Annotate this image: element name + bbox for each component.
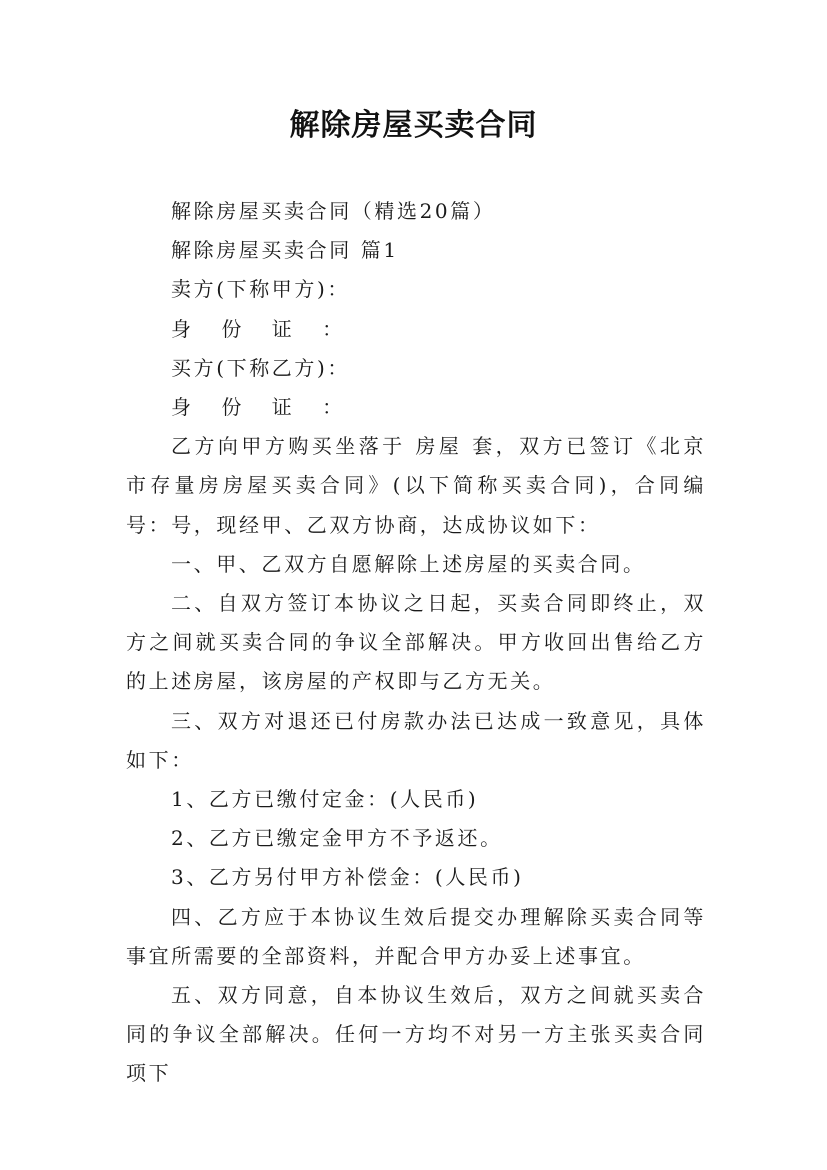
clause-3-item-3: 3、乙方另付甲方补偿金：(人民币) bbox=[171, 865, 524, 890]
clause-3-item-1: 1、乙方已缴付定金：(人民币) bbox=[171, 787, 479, 812]
buyer-id-label: 身 份 证 ： bbox=[171, 395, 355, 420]
document-body bbox=[126, 192, 706, 1094]
document-title: 解除房屋买卖合同 bbox=[289, 108, 538, 143]
clause-5: 五、双方同意，自本协议生效后，双方之间就买卖合同的争议全部解决。任何一方均不对另一方主张买卖合同项下 bbox=[126, 983, 706, 1086]
clause-2: 二、自双方签订本协议之日起，买卖合同即终止，双方之间就买卖合同的争议全部解决。甲方收回出售给乙方的上述房屋，该房屋的产权即与乙方无关。 bbox=[126, 591, 706, 694]
clause-3-item-2: 2、乙方已缴定金甲方不予返还。 bbox=[171, 826, 503, 851]
clause-3: 三、双方对退还已付房款办法已达成一致意见，具体如下： bbox=[126, 708, 706, 772]
intro-paragraph: 乙方向甲方购买坐落于 房屋 套，双方已签订《北京市存量房房屋买卖合同》(以下简称买卖合同)，合同编号：号，现经甲、乙双方协商，达成协议如下： bbox=[126, 434, 706, 537]
clause-1: 一、甲、乙双方自愿解除上述房屋的买卖合同。 bbox=[171, 551, 646, 576]
buyer-label: 买方(下称乙方)： bbox=[171, 355, 351, 380]
section-heading: 解除房屋买卖合同 篇1 bbox=[171, 238, 399, 263]
clause-4: 四、乙方应于本协议生效后提交办理解除买卖合同等事宜所需要的全部资料，并配合甲方办妥上述事宜。 bbox=[126, 904, 706, 968]
seller-label: 卖方(下称甲方)： bbox=[171, 277, 351, 302]
seller-id-label: 身 份 证 ： bbox=[171, 316, 355, 341]
subtitle-paragraph: 解除房屋买卖合同（精选20篇） bbox=[171, 199, 496, 223]
